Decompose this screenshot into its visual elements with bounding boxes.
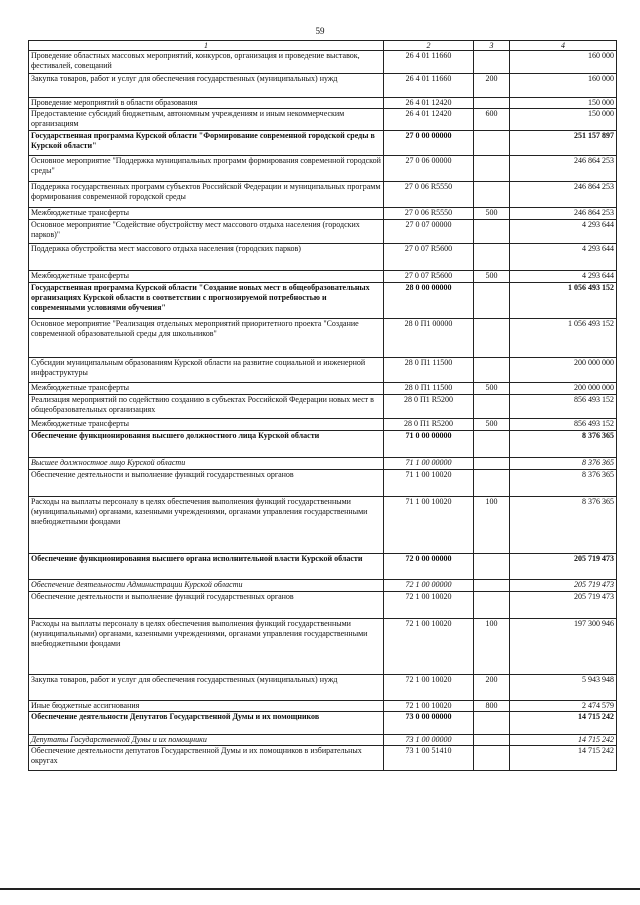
header-col-1: 1 <box>29 41 384 51</box>
page-number: 59 <box>315 26 325 36</box>
table-row <box>29 98 617 109</box>
row-amount: 1 056 493 152 <box>510 283 617 319</box>
table-body <box>29 51 617 771</box>
row-group: 800 <box>474 701 510 712</box>
row-name: Межбюджетные трансферты <box>29 419 384 431</box>
row-code: 26 4 01 11660 <box>384 74 474 98</box>
row-group: 500 <box>474 271 510 283</box>
table-row <box>29 431 617 458</box>
row-code: 72 1 00 10020 <box>384 701 474 712</box>
row-code: 72 1 00 10020 <box>384 592 474 619</box>
row-group <box>474 395 510 419</box>
row-amount: 200 000 000 <box>510 358 617 383</box>
row-name: Предоставление субсидий бюджетным, автономным учреждениям и иным некоммерческим организациям <box>29 109 384 131</box>
row-amount: 8 376 365 <box>510 458 617 470</box>
table-row <box>29 701 617 712</box>
row-amount: 246 864 253 <box>510 182 617 208</box>
table-row <box>29 156 617 182</box>
row-amount: 150 000 <box>510 109 617 131</box>
table-row <box>29 580 617 592</box>
row-group: 600 <box>474 109 510 131</box>
table-row <box>29 74 617 98</box>
table-row <box>29 182 617 208</box>
table-row <box>29 458 617 470</box>
row-name: Обеспечение деятельности и выполнение функций государственных органов <box>29 470 384 497</box>
row-name: Межбюджетные трансферты <box>29 271 384 283</box>
row-code: 28 0 П1 11500 <box>384 383 474 395</box>
table-header-row <box>29 41 617 51</box>
row-code: 27 0 06 R5550 <box>384 182 474 208</box>
row-group <box>474 131 510 156</box>
row-name: Проведение мероприятий в области образования <box>29 98 384 109</box>
row-group <box>474 458 510 470</box>
row-name: Обеспечение функционирования высшего должностного лица Курской области <box>29 431 384 458</box>
table-row <box>29 554 617 580</box>
row-name: Реализация мероприятий по содействию созданию в субъектах Российской Федерации новых мест в общеобразовательных организациях <box>29 395 384 419</box>
row-amount: 856 493 152 <box>510 419 617 431</box>
row-group <box>474 735 510 746</box>
row-code: 73 0 00 00000 <box>384 712 474 735</box>
table-row <box>29 592 617 619</box>
table-row <box>29 51 617 74</box>
table-row <box>29 735 617 746</box>
row-group <box>474 580 510 592</box>
row-code: 26 4 01 12420 <box>384 98 474 109</box>
row-name: Основное мероприятие "Поддержка муниципальных программ формирования современной городской среды" <box>29 156 384 182</box>
row-group <box>474 712 510 735</box>
table-row <box>29 319 617 358</box>
row-name: Основное мероприятие "Содействие обустройству мест массового отдыха населения (городских парков)" <box>29 220 384 244</box>
row-group <box>474 244 510 271</box>
row-group: 500 <box>474 383 510 395</box>
header-col-4: 4 <box>510 41 617 51</box>
row-code: 73 1 00 51410 <box>384 746 474 771</box>
row-amount: 2 474 579 <box>510 701 617 712</box>
row-code: 72 1 00 10020 <box>384 675 474 701</box>
row-name: Межбюджетные трансферты <box>29 208 384 220</box>
row-code: 26 4 01 11660 <box>384 51 474 74</box>
row-group: 200 <box>474 74 510 98</box>
table-row <box>29 208 617 220</box>
row-amount: 160 000 <box>510 74 617 98</box>
row-group <box>474 283 510 319</box>
row-name: Расходы на выплаты персоналу в целях обеспечения выполнения функций государственными (муниципальными) органами, казенными учреждениями, органами управления государственными внебюджетными фондами <box>29 619 384 675</box>
row-name: Иные бюджетные ассигнования <box>29 701 384 712</box>
row-name: Поддержка государственных программ субъектов Российской Федерации и муниципальных программ формирования современной городской среды <box>29 182 384 208</box>
row-amount: 246 864 253 <box>510 156 617 182</box>
table-row <box>29 358 617 383</box>
header-col-2: 2 <box>384 41 474 51</box>
row-group: 100 <box>474 619 510 675</box>
table-row <box>29 619 617 675</box>
row-group <box>474 156 510 182</box>
row-amount: 4 293 644 <box>510 244 617 271</box>
row-name: Закупка товаров, работ и услуг для обеспечения государственных (муниципальных) нужд <box>29 74 384 98</box>
row-amount: 856 493 152 <box>510 395 617 419</box>
row-group <box>474 592 510 619</box>
row-group <box>474 98 510 109</box>
row-code: 73 1 00 00000 <box>384 735 474 746</box>
row-code: 28 0 00 00000 <box>384 283 474 319</box>
budget-table <box>28 40 617 771</box>
row-group <box>474 470 510 497</box>
row-code: 27 0 06 R5550 <box>384 208 474 220</box>
row-code: 26 4 01 12420 <box>384 109 474 131</box>
row-code: 71 1 00 00000 <box>384 458 474 470</box>
row-name: Обеспечение деятельности депутатов Государственной Думы и их помощников в избирательных округах <box>29 746 384 771</box>
table-row <box>29 109 617 131</box>
row-code: 71 1 00 10020 <box>384 470 474 497</box>
row-amount: 197 300 946 <box>510 619 617 675</box>
row-name: Проведение областных массовых мероприятий, конкурсов, организация и проведение выставок, фестивалей, совещаний <box>29 51 384 74</box>
row-group: 500 <box>474 208 510 220</box>
row-code: 71 0 00 00000 <box>384 431 474 458</box>
row-amount: 150 000 <box>510 98 617 109</box>
row-group <box>474 51 510 74</box>
table-row <box>29 271 617 283</box>
row-code: 27 0 06 00000 <box>384 156 474 182</box>
row-amount: 8 376 365 <box>510 431 617 458</box>
bottom-rule <box>0 888 640 890</box>
row-group <box>474 554 510 580</box>
table-row <box>29 712 617 735</box>
row-group: 500 <box>474 419 510 431</box>
row-group <box>474 358 510 383</box>
row-amount: 1 056 493 152 <box>510 319 617 358</box>
table-row <box>29 675 617 701</box>
row-name: Обеспечение деятельности Депутатов Государственной Думы и их помощников <box>29 712 384 735</box>
table-row <box>29 244 617 271</box>
row-group <box>474 182 510 208</box>
row-amount: 205 719 473 <box>510 554 617 580</box>
row-group <box>474 746 510 771</box>
row-code: 72 1 00 00000 <box>384 580 474 592</box>
row-name: Обеспечение деятельности Администрации Курской области <box>29 580 384 592</box>
row-amount: 5 943 948 <box>510 675 617 701</box>
row-name: Поддержка обустройства мест массового отдыха населения (городских парков) <box>29 244 384 271</box>
row-code: 72 1 00 10020 <box>384 619 474 675</box>
table-row <box>29 383 617 395</box>
row-code: 28 0 П1 R5200 <box>384 419 474 431</box>
row-name: Государственная программа Курской области "Формирование современной городской среды в Курской области" <box>29 131 384 156</box>
row-amount: 4 293 644 <box>510 220 617 244</box>
row-code: 27 0 07 00000 <box>384 220 474 244</box>
row-name: Обеспечение деятельности и выполнение функций государственных органов <box>29 592 384 619</box>
row-amount: 4 293 644 <box>510 271 617 283</box>
row-name: Закупка товаров, работ и услуг для обеспечения государственных (муниципальных) нужд <box>29 675 384 701</box>
row-name: Депутаты Государственной Думы и их помощники <box>29 735 384 746</box>
row-code: 28 0 П1 00000 <box>384 319 474 358</box>
table-row <box>29 746 617 771</box>
row-amount: 205 719 473 <box>510 580 617 592</box>
row-name: Обеспечение функционирования высшего органа исполнительной власти Курской области <box>29 554 384 580</box>
row-amount: 8 376 365 <box>510 497 617 554</box>
table-row <box>29 470 617 497</box>
row-amount: 246 864 253 <box>510 208 617 220</box>
table-row <box>29 220 617 244</box>
row-code: 27 0 07 R5600 <box>384 271 474 283</box>
row-name: Государственная программа Курской области "Создание новых мест в общеобразовательных организациях Курской области в соответствии с прогнозируемой потребностью и современными условиями обучения" <box>29 283 384 319</box>
row-code: 28 0 П1 11500 <box>384 358 474 383</box>
row-name: Высшее должностное лицо Курской области <box>29 458 384 470</box>
header-col-3: 3 <box>474 41 510 51</box>
row-code: 28 0 П1 R5200 <box>384 395 474 419</box>
row-amount: 251 157 897 <box>510 131 617 156</box>
row-amount: 14 715 242 <box>510 735 617 746</box>
row-name: Межбюджетные трансферты <box>29 383 384 395</box>
row-code: 72 0 00 00000 <box>384 554 474 580</box>
row-name: Расходы на выплаты персоналу в целях обеспечения выполнения функций государственными (муниципальными) органами, казенными учреждениями, органами управления государственными внебюджетными фондами <box>29 497 384 554</box>
row-amount: 205 719 473 <box>510 592 617 619</box>
table-row <box>29 419 617 431</box>
row-amount: 14 715 242 <box>510 712 617 735</box>
row-code: 71 1 00 10020 <box>384 497 474 554</box>
row-group <box>474 220 510 244</box>
row-amount: 200 000 000 <box>510 383 617 395</box>
row-name: Субсидии муниципальным образованиям Курской области на развитие социальной и инженерной инфраструктуры <box>29 358 384 383</box>
row-group: 100 <box>474 497 510 554</box>
table-row <box>29 283 617 319</box>
row-amount: 14 715 242 <box>510 746 617 771</box>
row-group: 200 <box>474 675 510 701</box>
row-code: 27 0 07 R5600 <box>384 244 474 271</box>
row-amount: 8 376 365 <box>510 470 617 497</box>
row-amount: 160 000 <box>510 51 617 74</box>
table-row <box>29 497 617 554</box>
row-name: Основное мероприятие "Реализация отдельных мероприятий приоритетного проекта "Создание современной образовательной среды для школьников" <box>29 319 384 358</box>
row-group <box>474 431 510 458</box>
table-row <box>29 131 617 156</box>
table-row <box>29 395 617 419</box>
row-code: 27 0 00 00000 <box>384 131 474 156</box>
row-group <box>474 319 510 358</box>
